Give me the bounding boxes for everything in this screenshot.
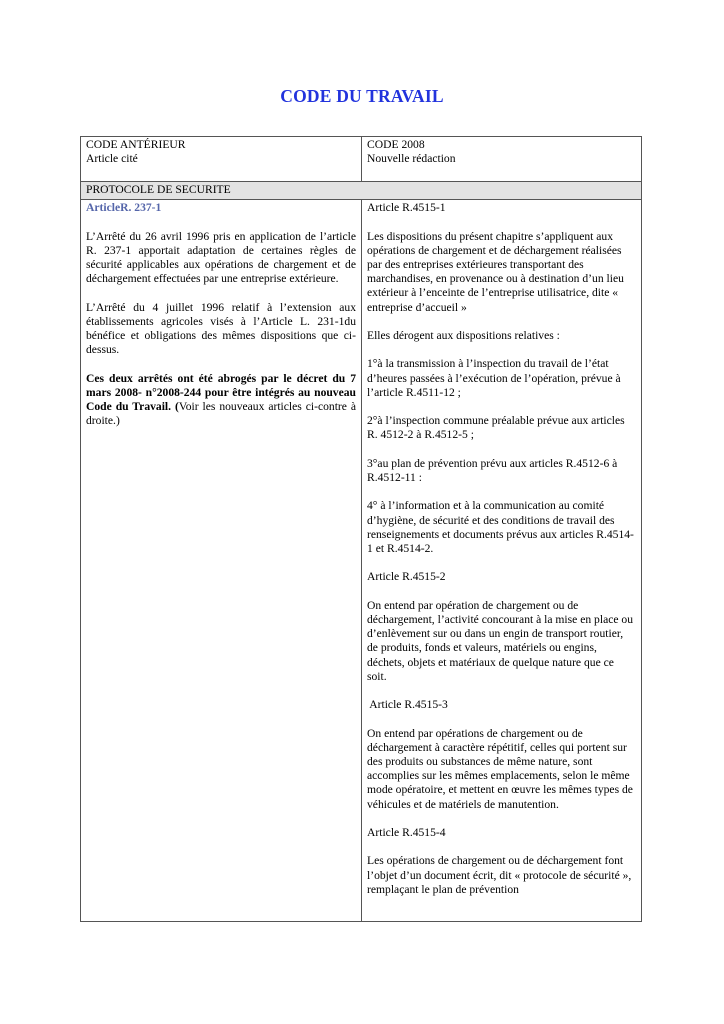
article-list-item: 2°à l’inspection commune préalable prévue aux articles R. 4512-2 à R.4512-5 ; xyxy=(367,414,625,442)
article-list-item: 4° à l’information et à la communication au comité d’hygiène, de sécurité et des conditions de travail des renseignements et documents prévus aux articles R.4514-1 et R.4514-2. xyxy=(367,499,634,555)
header-right-cell xyxy=(362,137,642,182)
page-title: CODE DU TRAVAIL xyxy=(280,86,444,106)
article-title-r4515-2: Article R.4515-2 xyxy=(367,570,446,584)
header-left-subtitle: Article cité xyxy=(86,152,138,166)
left-paragraph-3-note: Voir les nouveaux articles ci-contre à droite.) xyxy=(86,400,356,428)
header-left-cell xyxy=(81,137,362,182)
left-paragraph-3 xyxy=(86,372,356,429)
section-row xyxy=(81,182,642,200)
article-title-r4515-4: Article R.4515-4 xyxy=(367,825,446,839)
article-list-item: 3°au plan de prévention prévu aux articles R.4512-6 à R.4512-11 : xyxy=(367,456,618,484)
article-text: Les dispositions du présent chapitre s’appliquent aux opérations de chargement et de déchargement réalisées par des entreprises extérieures transportant des marchandises, en provenance ou à destination d’un lieu extérieur à l’enceinte de l’entreprise utilisatrice, dite « entreprise d’accueil » xyxy=(367,229,624,314)
header-right-title: CODE 2008 xyxy=(367,138,425,151)
left-paragraph-1: L’Arrêté du 26 avril 1996 pris en application de l’article R. 237-1 apportait adaptation de certaines règles de sécurité applicables aux opérations de chargement et de déchargement effectuées par une entreprise extérieure. xyxy=(86,229,356,286)
article-title-r4515-3: Article R.4515-3 xyxy=(367,698,448,712)
table-body-row xyxy=(81,200,642,922)
article-text: On entend par opérations de chargement ou de déchargement à caractère répétitif, celles qui portent sur des produits ou substances de même nature, sont accomplies sur les mêmes emplacements, selon le même mode opératoire, et mettent en œuvre les mêmes types de véhicules et de matériels de manutention. xyxy=(367,726,633,811)
header-left-title: CODE ANTÉRIEUR xyxy=(86,138,186,151)
article-list-item: 1°à la transmission à l’inspection du travail de l’état d’heures passées à l’exécution de l’opération, prévue à l’article R.4511-12 ; xyxy=(367,357,621,399)
article-reference-link[interactable]: ArticleR. 237-1 xyxy=(86,201,162,215)
table-header-row xyxy=(81,137,642,182)
new-code-cell xyxy=(362,200,642,922)
left-paragraph-3-bold: Ces deux arrêtés ont été abrogés par le décret du 7 mars 2008- n°2008-244 pour être intégrés au nouveau Code du Travail. ( xyxy=(86,371,356,413)
header-right-subtitle: Nouvelle rédaction xyxy=(367,152,456,166)
article-text: On entend par opération de chargement ou de déchargement, l’activité concourant à la mise en place ou d’enlèvement sur ou dans un engin de transport routier, de produits, fonds et valeurs, matériels ou engins, déchets, objets et matériaux de quelque nature que ce soit. xyxy=(367,598,633,683)
article-title-r4515-1: Article R.4515-1 xyxy=(367,201,446,215)
former-code-cell xyxy=(81,200,362,922)
article-text: Elles dérogent aux dispositions relatives : xyxy=(367,329,560,342)
left-paragraph-2: L’Arrêté du 4 juillet 1996 relatif à l’extension aux établissements agricoles visés à l’Article L. 231-1du bénéfice et obligations des mêmes dispositions que ci-dessus. xyxy=(86,300,356,357)
section-title: PROTOCOLE DE SECURITE xyxy=(81,182,642,200)
article-text: Les opérations de chargement ou de déchargement font l’objet d’un document écrit, dit « protocole de sécurité », remplaçant le plan de prévention xyxy=(367,854,632,896)
comparison-table xyxy=(80,136,642,922)
